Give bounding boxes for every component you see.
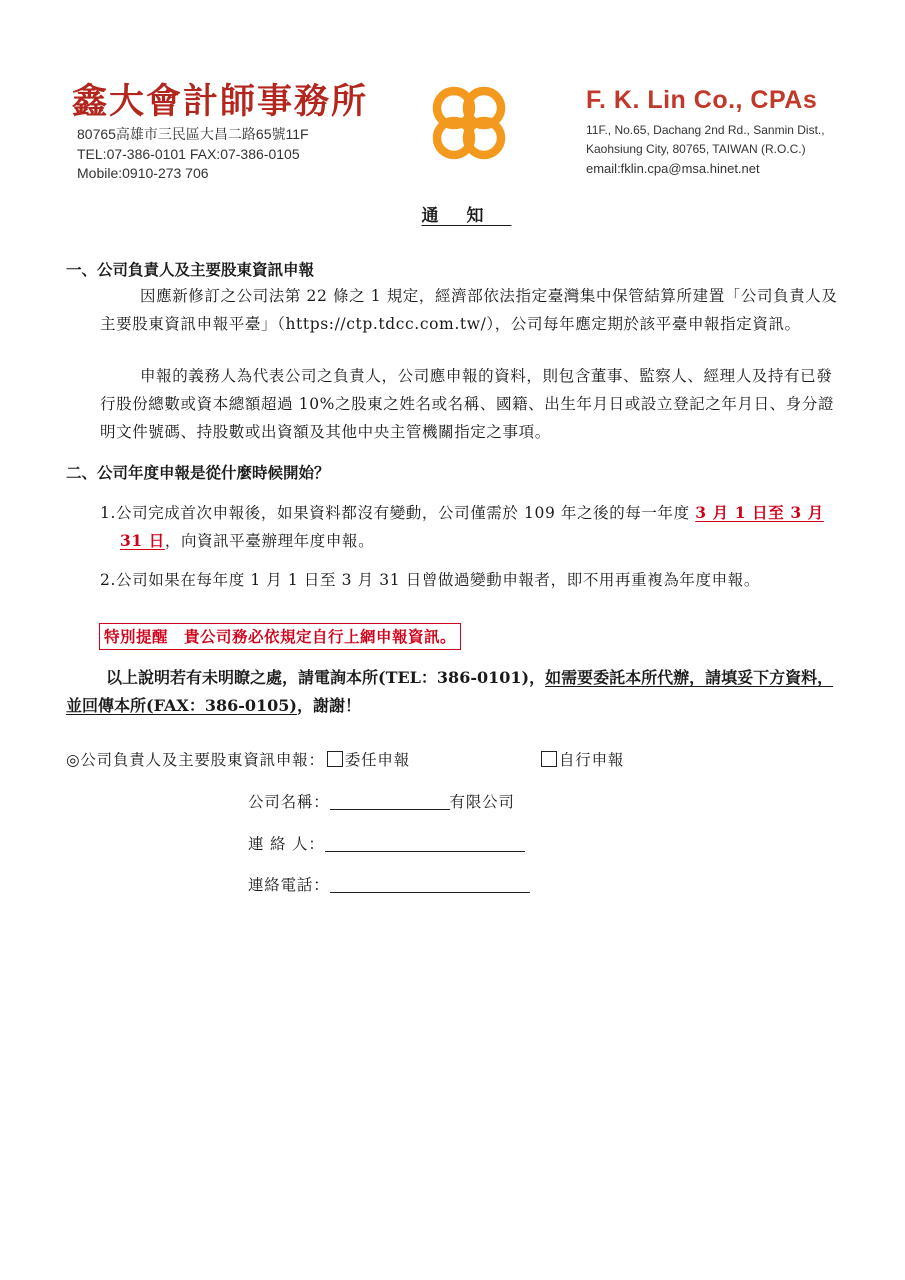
item1-text-end: ，向資訊平臺辦理年度申報。: [164, 532, 375, 550]
contact-person-field[interactable]: [325, 835, 525, 852]
contact-person-row: [248, 832, 525, 854]
contact-phone-label: 連絡電話：: [248, 876, 330, 894]
filing-question: ◎公司負責人及主要股東資訊申報：: [66, 751, 325, 769]
firm-name-chinese: 鑫大會計師事務所: [72, 81, 369, 122]
company-name-row: [248, 790, 515, 812]
section2-heading: 二、公司年度申報是從什麼時候開始？: [66, 463, 330, 482]
address-chinese: 80765高雄市三民區大昌二路65號11F: [77, 126, 309, 142]
checkbox-self-filing[interactable]: [541, 751, 557, 767]
contact-phone-field[interactable]: [330, 876, 530, 893]
firm-name-english: F. K. Lin Co., CPAs: [586, 86, 818, 114]
firm-contact-chinese: [77, 125, 309, 184]
section1-heading: 一、公司負責人及主要股東資訊申報: [66, 260, 315, 279]
section1-paragraph1: 因應新修訂之公司法第 22 條之 1 規定，經濟部依法指定臺灣集中保管結算所建置「公司負責人及主要股東資訊申報平臺」（https://ctp.tdcc.com.tw/），公司每年應定期於該平臺申報指定資訊。: [100, 287, 838, 333]
firm-contact-english: [586, 121, 825, 178]
self-filing-option: [539, 748, 624, 770]
address-english-line2: Kaohsiung City, 80765, TAIWAN (R.O.C.): [586, 142, 806, 156]
company-suffix: 有限公司: [449, 793, 515, 811]
option-delegate-label: 委任申報: [344, 751, 411, 769]
filing-choice-row: [66, 748, 410, 770]
option-self-filing-label: 自行申報: [559, 751, 625, 769]
contact-thanks: ，謝謝！: [296, 696, 361, 715]
tel-fax: TEL:07-386-0101 FAX:07-386-0105: [77, 145, 300, 162]
firm-logo-icon: [430, 84, 508, 162]
notice-title-text: 通知: [421, 206, 512, 226]
section2-item2: 2.公司如果在每年度 1 月 1 日至 3 月 31 日曾做過變動申報者，即不用再重複為年度申報。: [100, 571, 760, 589]
company-name-label: 公司名稱：: [248, 793, 330, 811]
mobile: Mobile:0910-273 706: [77, 165, 209, 181]
section2-item1: [100, 499, 844, 555]
email: email:fklin.cpa@msa.hinet.net: [586, 161, 760, 176]
company-name-field[interactable]: [330, 793, 450, 810]
section1-paragraph2: 申報的義務人為代表公司之負責人，公司應申報的資料，則包含董事、監察人、經理人及持有已發行股份總數或資本總額超過 10%之股東之姓名或名稱、國籍、出生年月日或設立登記之年月日、身分證明文件號碼、持股數或出資額及其他中央主管機關指定之事項。: [100, 367, 835, 441]
item1-text: 1.公司完成首次申報後，如果資料都沒有變動，公司僅需於 109 年之後的每一年度: [100, 504, 696, 522]
contact-fax-instruction: 如需要委託本所代辦，請填妥下方資料，並回傳本所(FAX：386-0105): [66, 668, 834, 715]
item1-deadline: 3 月 1 日至 3 月 31 日: [120, 503, 824, 550]
notice-title: [0, 201, 905, 226]
checkbox-delegate[interactable]: [327, 751, 343, 767]
contact-tel: 以上說明若有未明瞭之處，請電詢本所(TEL：386-0101)，: [106, 668, 546, 687]
special-reminder: 特別提醒 貴公司務必依規定自行上網申報資訊。: [99, 623, 461, 650]
contact-person-label: 連 絡 人：: [248, 835, 325, 853]
address-english-line1: 11F., No.65, Dachang 2nd Rd., Sanmin Dist.,: [586, 123, 825, 137]
contact-paragraph: [66, 664, 846, 720]
contact-phone-row: [248, 873, 530, 895]
